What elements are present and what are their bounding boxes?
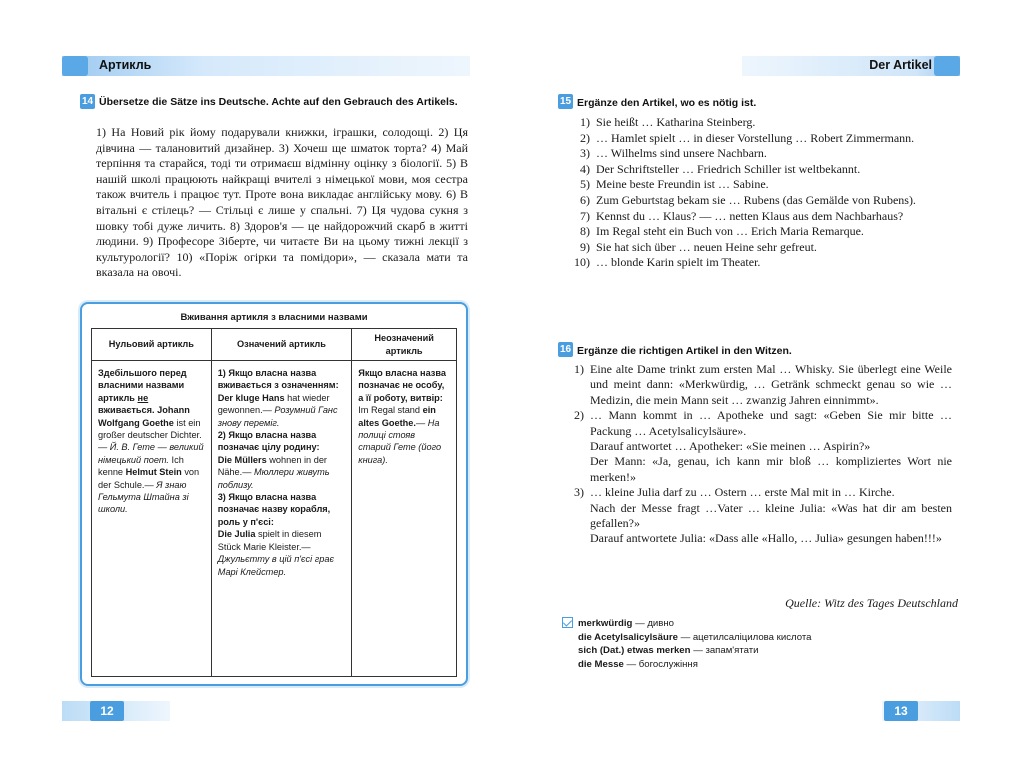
list-item-number: 9) <box>580 239 590 254</box>
list-item-text: Der Mann: «Ja, genau, ich kann mir bloß … kompliziertes Wort nie merken!» <box>590 454 952 484</box>
header-tab <box>62 56 88 76</box>
table-header-indefinite-article: Неозначений артикль <box>352 329 457 361</box>
list-item-number: 6) <box>580 192 590 207</box>
list-item <box>568 501 952 532</box>
table-cell-indefinite-article: Якщо власна назва позначає не особу, а її роботу, витвір: Im Regal stand ein altes Goethe.— На полиці стояв старий Гете (його книга). <box>352 361 457 677</box>
vocabulary-box <box>578 617 958 671</box>
vocab-translation: — запам'ятати <box>693 645 759 656</box>
list-item-number: 3) <box>574 485 584 500</box>
header-tab <box>934 56 960 76</box>
vocab-entry <box>578 658 958 672</box>
list-item-number <box>568 454 590 485</box>
source-citation: Quelle: Witz des Tages Deutschland <box>785 596 958 610</box>
list-item-text: Darauf antwortete Julia: «Dass alle «Hallo, … Julia» gesungen haben!!!» <box>590 531 942 546</box>
page-header-title: Артикль <box>99 58 152 72</box>
exercise-number-badge: 15 <box>559 96 572 107</box>
list-item-text: Sie hat sich über … neuen Heine sehr gefreut. <box>596 239 817 254</box>
list-item-text: Im Regal steht ein Buch von … Erich Maria Remarque. <box>596 224 864 239</box>
list-item <box>568 454 952 485</box>
list-item-number <box>568 439 590 454</box>
list-item-number: 1) <box>580 115 590 129</box>
list-item-number: 2) <box>574 408 584 423</box>
exercise-title: Übersetze die Sätze ins Deutsche. Achte auf den Gebrauch des Artikels. <box>99 96 458 108</box>
list-item <box>568 439 952 454</box>
list-item-text: Sie heißt … Katharina Steinberg. <box>596 115 756 129</box>
list-item-number: 4) <box>580 161 590 176</box>
table-cell-zero-article: Здебільшого перед власними назвами артикль не вживається. Johann Wolfgang Goethe ist ein großer deutscher Dichter.— Й. В. Гете — великий німецький поет. Ich kenne Helmut Stein von der Schule.— Я знаю Гельмута Штайна зі школи. <box>92 361 212 677</box>
page-number: 12 <box>90 701 124 721</box>
list-item-text: Eine alte Dame trinkt zum ersten Mal … Whisky. Sie überlegt eine Weile und meint dann: «Merkwürdig, … Getränk schmeckt genau so wie … Medizin, die mein Mann seit … zwanzig Jahren einnimmt». <box>590 362 952 407</box>
list-item-number: 1) <box>574 362 584 376</box>
list-item-number: 2) <box>580 130 590 145</box>
article-usage-table <box>91 328 457 677</box>
list-item-text: Zum Geburtstag bekam sie … Rubens (das Gemälde von Rubens). <box>596 192 916 207</box>
exercise-16-heading <box>558 342 958 359</box>
list-item-number: 10) <box>574 255 590 270</box>
vocab-german-term: die Messe <box>578 658 624 670</box>
list-item <box>568 362 952 408</box>
list-item <box>568 177 952 193</box>
table-header-zero-article: Нульовий артикль <box>92 329 212 361</box>
exercise-15-list <box>568 115 952 271</box>
right-page <box>512 0 1024 768</box>
list-item-text: Darauf antwortet … Apotheker: «Sie meinen … Aspirin?» <box>590 439 871 454</box>
vocab-german-term: merkwürdig <box>578 618 633 629</box>
list-item-number: 7) <box>580 208 590 223</box>
list-item <box>568 146 952 162</box>
list-item <box>568 162 952 178</box>
list-item-number: 3) <box>580 146 590 161</box>
vocab-entry <box>578 617 958 631</box>
list-item-text: Kennst du … Klaus? — … netten Klaus aus dem Nachbarhaus? <box>596 208 904 223</box>
list-item <box>568 209 952 225</box>
list-item <box>568 240 952 256</box>
list-item-text: … Wilhelms sind unsere Nachbarn. <box>596 146 767 161</box>
list-item-number: 8) <box>580 224 590 239</box>
vocab-german-term: die Acetylsalicylsäure <box>578 631 678 643</box>
vocab-entry <box>578 631 958 645</box>
list-item <box>568 485 952 500</box>
list-item-text: Nach der Messe fragt …Vater … kleine Julia: «Was hat dir am besten gefallen?» <box>590 500 952 531</box>
exercise-14-heading <box>80 94 470 109</box>
list-item <box>568 115 952 131</box>
vocab-entry <box>578 644 958 658</box>
exercise-15-heading <box>558 94 958 111</box>
checkbox-icon <box>562 617 573 628</box>
vocab-translation: — ацетилсаліцилова кислота <box>680 631 812 643</box>
page-header-title: Der Artikel <box>869 58 932 72</box>
vocab-translation: — богослужіння <box>626 658 698 670</box>
exercise-number-badge: 16 <box>559 344 572 355</box>
list-item-number: 5) <box>580 177 590 192</box>
list-item-number <box>568 531 590 546</box>
exercise-number-badge: 14 <box>81 96 94 107</box>
list-item <box>568 131 952 147</box>
table-title: Вживання артикля з власними назвами <box>180 312 368 323</box>
page-number: 13 <box>884 701 918 721</box>
list-item-number <box>568 501 590 532</box>
list-item <box>568 408 952 439</box>
exercise-16-list <box>568 362 952 547</box>
list-item-text: … blonde Karin spielt im Theater. <box>596 255 761 270</box>
list-item-text: … Mann kommt in … Apotheke und sagt: «Geben Sie mir bitte … Packung … Acetylsalicylsäure». <box>590 408 952 438</box>
list-item-text: … Hamlet spielt … in dieser Vorstellung … Robert Zimmermann. <box>596 130 915 145</box>
list-item <box>568 531 952 546</box>
table-header-definite-article: Означений артикль <box>211 329 352 361</box>
table-cell-definite-article: 1) Якщо власна назва вживається з означенням: Der kluge Hans hat wieder gewonnen.— Розумний Ганс знову переміг. 2) Якщо власна назва позначає цілу родину: Die Müllers wohnen in der Nähe.— Мюллери живуть поблизу. 3) Якщо власна назва позначає назву корабля, роль у п'єсі: Die Julia spielt in diesem Stück Marie Kleister.— Джульєтту в цій п'єсі грає Марі Клейстер. <box>211 361 352 677</box>
list-item <box>568 193 952 209</box>
grammar-table-box <box>80 302 468 686</box>
list-item <box>568 255 952 271</box>
exercise-14-text: 1) На Новий рік йому подарували книжки, іграшки, солодощі. 2) Ця дівчина — талановитий дизайнер. 3) Хочеш ще шматок торта? 4) Май терпіння та старайся, тоді ти отримаєш відмінну оцінку з біології. 5) В нашій школі працюють найкращі вчителі з німецької мови, моя сестра також вчитель і працює тут. Проте вона викладає англійську мову. 6) В вітальні є стілець? — Стільці є лише у спальні. 7) Ця чудова сукня з шовку тобі дуже личить. 8) Здоров'я — це найдорожчий скарб в житті людини. 9) Професоре Зіберте, чи читаєте Ви на цьому тижні лекції з культурології? 10) «Поріж огірки та помідори», — сказала мати та вказала на овочі. <box>96 125 468 280</box>
vocab-translation: — дивно <box>635 618 675 629</box>
vocab-german-term: sich (Dat.) etwas merken <box>578 645 691 656</box>
list-item <box>568 224 952 240</box>
list-item-text: Der Schriftsteller … Friedrich Schiller ist weltbekannt. <box>596 161 861 176</box>
exercise-title: Ergänze den Artikel, wo es nötig ist. <box>577 97 757 109</box>
exercise-title: Ergänze die richtigen Artikel in den Witzen. <box>577 345 792 357</box>
list-item-text: Meine beste Freundin ist … Sabine. <box>596 177 769 192</box>
list-item-text: … kleine Julia darf zu … Ostern … erste Mal mit in … Kirche. <box>590 485 895 500</box>
